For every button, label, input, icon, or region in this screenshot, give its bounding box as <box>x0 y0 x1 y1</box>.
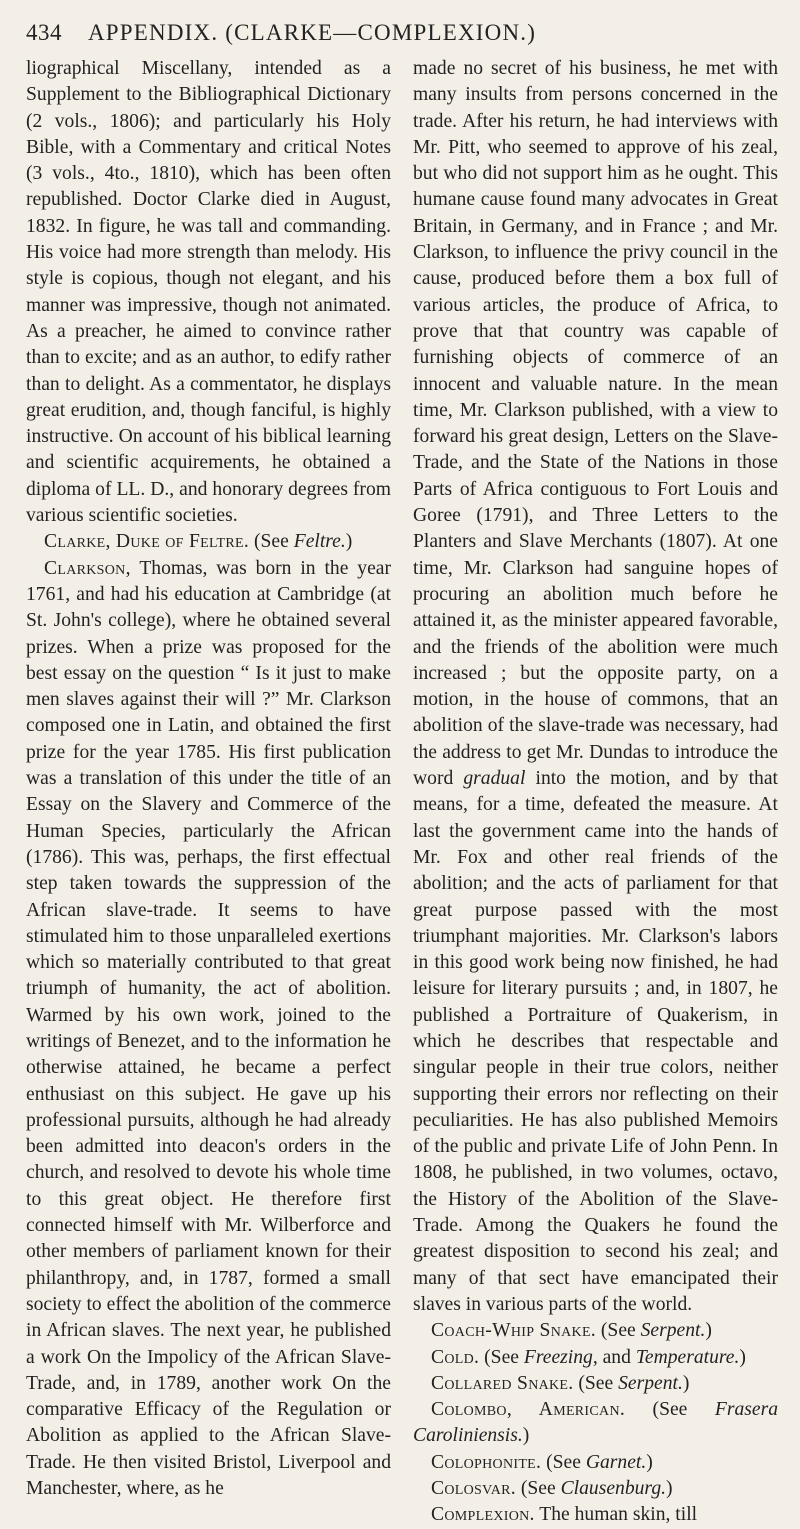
entry-headword: Cold. <box>431 1346 480 1368</box>
cross-reference-link[interactable]: Clausenburg. <box>560 1478 667 1500</box>
entry-headword: Coach-Whip Snake. <box>431 1320 596 1342</box>
entry-text: Thomas, was born in the year 1761, and had his education at Cambridge (at St. John's college), where he obtained several prizes. When a prize was proposed for the best essay on the question “ Is it just to make men slaves against their will ?” Mr. Clarkson composed one in Latin, and obtained the first prize for the year 1785. His first publication was a translation of this under the title of an Essay on the Slavery and Commerce of the Human Species, particularly the African (1786). This was, perhaps, the first effectual step taken towards the suppression of the African slave-trade. It seems to have stimulated him to those unparalleled exertions which so materially contributed to that great triumph of humanity, the act of abolition. Warmed by his own work, joined to the writings of Benezet, and to the information he otherwise attained, he became a perfect enthusiast on this subject. He gave up his professional pursuits, although he had already been admitted into deacon's orders in the church, and resolved to devote his whole time to this great object. He therefore first connected himself with Mr. Wilberforce and other members of parliament known for their philanthropy, and, in 1787, formed a small society to effect the abolition of the commerce in African slaves. The next year, he published a work On the Impolicy of the African Slave-Trade, and, in 1789, another work On the comparative Efficacy of the Regulation or Abolition as applied to the African Slave-Trade. He then visited Bristol, Liverpool and Manchester, where, as he <box>26 557 391 1500</box>
entry-headword: Clarkson, <box>44 557 131 579</box>
cross-reference-link[interactable]: Freezing <box>523 1346 593 1368</box>
entry-continuation: liographical Miscellany, intended as a Supplement to the Bibliographical Dictionary (2 vols., 1806); and particularly his Holy Bible, with a Commentary and critical Notes (3 vols., 4to., 1810), which has been often republished. Doctor Clarke died in August, 1832. In figure, he was tall and commanding. His voice had more strength than melody. His style is copious, though not elegant, and his manner was impressive, though not animated. As a preacher, he aimed to convince rather than to excite; and as an author, to edify rather than to delight. As a commentator, he displays great erudition, and, though fanciful, is highly instructive. On account of his biblical learning and scientific acquirements, he obtained a diploma of LL. D., and honorary degrees from various scientific societies. <box>26 58 391 527</box>
left-column <box>26 56 391 1529</box>
entry-headword: Colombo, American. <box>431 1399 626 1421</box>
entry-colosvar: Colosvar. (See Clausenburg.) <box>431 1478 673 1500</box>
entry-headword: Collared Snake. <box>431 1372 574 1394</box>
entry-continuation: made no secret of his business, he met with many insults from persons concerned in the trade. After his return, he had interviews with Mr. Pitt, who seemed to approve of his zeal, but who did not support him as he ought. This humane cause found many advocates in Great Britain, in Germany, and in France ; and Mr. Clarkson, to influence the privy council in the cause, produced before them a box full of various articles, the produce of Africa, to prove that that country was capable of furnishing objects of commerce of an innocent and valuable nature. In the mean time, Mr. Clarkson published, with a view to forward his great design, Letters on the Slave-Trade, and the State of the Nations in those Parts of Africa contiguous to Fort Louis and Goree (1791), and Three Letters to the Planters and Slave Merchants (1807). At one time, Mr. Clarkson had sanguine hopes of procuring an abolition much before he attained it, as the minister appeared favorable, and the friends of the abolition were much increased ; but the opposite party, on a motion, in the house of commons, that an abolition of the slave-trade was necessary, had the address to get Mr. Dundas to introduce the word gradual into the motion, and by that means, for a time, defeated the measure. At last the government came into the hands of Mr. Fox and other real friends of the abolition; and the acts of parliament for that great purpose passed with the most triumphant majorities. Mr. Clarkson's labors in this good work being now finished, he had leisure for literary pursuits ; and, in 1807, he published a Portraiture of Quakerism, in which he describes that respectable and singular people in their true colors, neither supporting their errors nor reflecting on their peculiarities. He has also published Memoirs of the public and private Life of John Penn. In 1808, he published, in two volumes, octavo, the History of the Abolition of the Slave-Trade. Among the Quakers he found the greatest disposition to second his zeal; and many of that sect have emancipated their slaves in various parts of the world. <box>413 58 778 1315</box>
entry-headword: Clarke, Duke of Feltre. <box>44 531 250 553</box>
entry-clarke-duke-of-feltre: Clarke, Duke of Feltre. (See Feltre.) <box>44 531 353 553</box>
page-header <box>26 10 778 56</box>
entry-clarkson <box>26 556 391 1503</box>
entry-headword: Colophonite. <box>431 1451 542 1473</box>
cross-reference-link[interactable]: Serpent. <box>640 1320 706 1342</box>
entry-collared-snake: Collared Snake. (See Serpent.) <box>431 1372 690 1394</box>
cross-reference-link[interactable]: Serpent. <box>618 1372 683 1394</box>
entry-colombo-american: Colombo, American. (See Frasera Caroliniensis.) <box>413 1399 778 1447</box>
page-number: 434 <box>26 20 62 45</box>
running-head: APPENDIX. (CLARKE—COMPLEXION.) <box>88 20 537 45</box>
cross-reference-link[interactable]: Temperature. <box>635 1346 740 1368</box>
cross-reference-link[interactable]: Feltre. <box>293 531 346 553</box>
cross-reference-link[interactable]: Garnet. <box>585 1451 647 1473</box>
entry-headword: Colosvar. <box>431 1478 516 1500</box>
entry-coach-whip-snake: Coach-Whip Snake. (See Serpent.) <box>431 1320 712 1342</box>
entry-cold: Cold. (See Freezing, and Temperature.) <box>431 1346 746 1368</box>
cross-reference-link[interactable]: Frasera Caroliniensis. <box>413 1399 778 1447</box>
entry-complexion <box>413 1502 778 1528</box>
right-column <box>413 56 778 1529</box>
entry-text: The human skin, till <box>534 1504 698 1526</box>
text-columns <box>26 56 778 1529</box>
entry-headword: Complexion. <box>431 1504 535 1526</box>
entry-colophonite: Colophonite. (See Garnet.) <box>431 1451 653 1473</box>
